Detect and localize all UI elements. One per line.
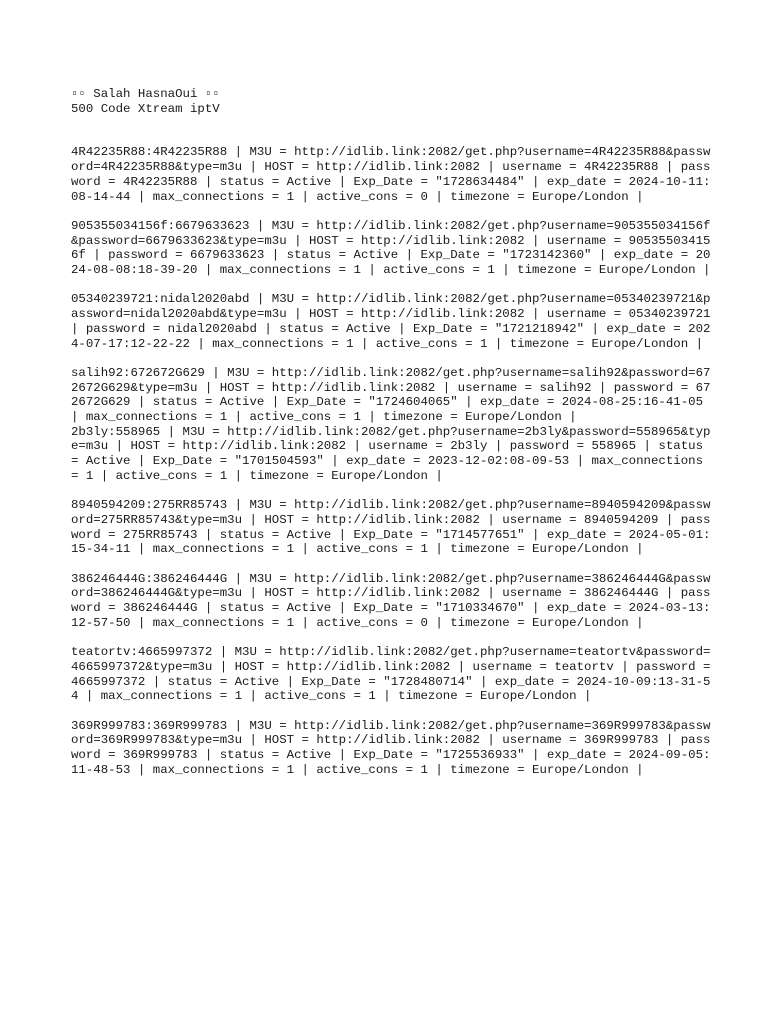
entry-2: 905355034156f:6679633623 | M3U = http://idlib.link:2082/get.php?username=905355034156f&password=6679633623&type=m3u | HOST = http://idlib.link:2082 | username = 905355034156f | password = 6679633623 | status = Active | Exp_Date = "1723142360" | exp_date = 2024-08-08:18-39-20 | max_connections = 1 | active_cons = 1 | timezone = Europe/London | — [71, 218, 711, 278]
entry-list — [71, 145, 711, 777]
entry-6: 8940594209:275RR85743 | M3U = http://idlib.link:2082/get.php?username=8940594209&password=275RR85743&type=m3u | HOST = http://idlib.link:2082 | username = 8940594209 | password = 275RR85743 | status = Active | Exp_Date = "1714577651" | exp_date = 2024-05-01:15-34-11 | max_connections = 1 | active_cons = 1 | timezone = Europe/London | — [71, 498, 711, 557]
document-title: ▫▫ Salah HasnaOui ▫▫ — [71, 87, 220, 101]
entry-1: 4R42235R88:4R42235R88 | M3U = http://idlib.link:2082/get.php?username=4R42235R88&password=4R42235R88&type=m3u | HOST = http://idlib.link:2082 | username = 4R42235R88 | password = 4R42235R88 | status = Active | Exp_Date = "1728634484" | exp_date = 2024-10-11:08-14-44 | max_connections = 1 | active_cons = 0 | timezone = Europe/London | — [71, 145, 711, 204]
entry-4: salih92:672672G629 | M3U = http://idlib.link:2082/get.php?username=salih92&password=672672G629&type=m3u | HOST = http://idlib.link:2082 | username = salih92 | password = 672672G629 | status = Active | Exp_Date = "1724604065" | exp_date = 2024-08-25:16-41-05 | max_connections = 1 | active_cons = 1 | timezone = Europe/London | — [71, 365, 711, 425]
document-page — [71, 87, 711, 792]
document-header — [71, 87, 711, 116]
entry-9: 369R999783:369R999783 | M3U = http://idlib.link:2082/get.php?username=369R999783&password=369R999783&type=m3u | HOST = http://idlib.link:2082 | username = 369R999783 | password = 369R999783 | status = Active | Exp_Date = "1725536933" | exp_date = 2024-09-05:11-48-53 | max_connections = 1 | active_cons = 1 | timezone = Europe/London | — [71, 718, 711, 777]
entry-5: 2b3ly:558965 | M3U = http://idlib.link:2082/get.php?username=2b3ly&password=558965&type=m3u | HOST = http://idlib.link:2082 | username = 2b3ly | password = 558965 | status = Active | Exp_Date = "1701504593" | exp_date = 2023-12-02:08-09-53 | max_connections = 1 | active_cons = 1 | timezone = Europe/London | — [71, 424, 711, 483]
entry-3: 05340239721:nidal2020abd | M3U = http://idlib.link:2082/get.php?username=05340239721&password=nidal2020abd&type=m3u | HOST = http://idlib.link:2082 | username = 05340239721 | password = nidal2020abd | status = Active | Exp_Date = "1721218942" | exp_date = 2024-07-17:12-22-22 | max_connections = 1 | active_cons = 1 | timezone = Europe/London | — [71, 292, 711, 351]
entry-8: teatortv:4665997372 | M3U = http://idlib.link:2082/get.php?username=teatortv&password=4665997372&type=m3u | HOST = http://idlib.link:2082 | username = teatortv | password = 4665997372 | status = Active | Exp_Date = "1728480714" | exp_date = 2024-10-09:13-31-54 | max_connections = 1 | active_cons = 1 | timezone = Europe/London | — [71, 645, 711, 704]
entry-7: 386246444G:386246444G | M3U = http://idlib.link:2082/get.php?username=386246444G&password=386246444G&type=m3u | HOST = http://idlib.link:2082 | username = 386246444G | password = 386246444G | status = Active | Exp_Date = "1710334670" | exp_date = 2024-03-13:12-57-50 | max_connections = 1 | active_cons = 0 | timezone = Europe/London | — [71, 571, 711, 630]
document-subtitle: 500 Code Xtream iptV — [71, 101, 220, 116]
